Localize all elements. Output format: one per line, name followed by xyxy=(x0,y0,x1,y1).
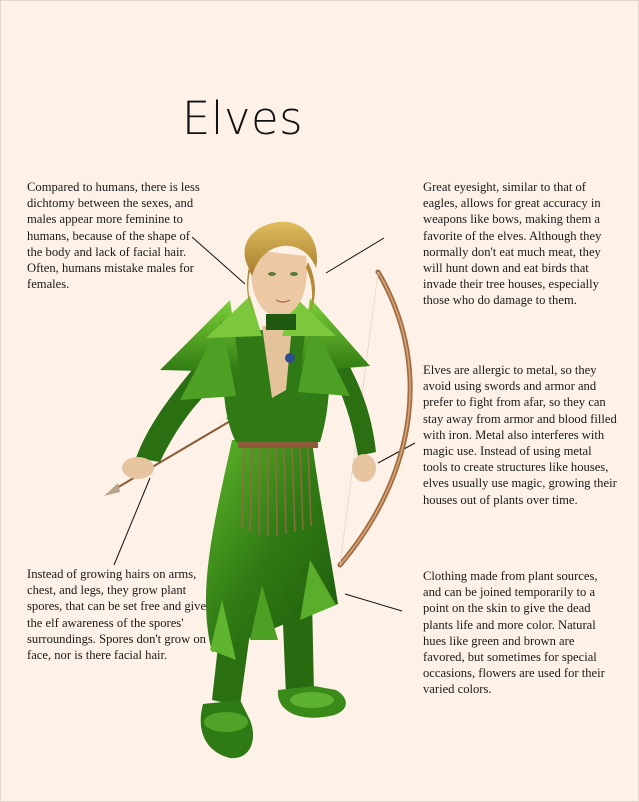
leader-line-clothing xyxy=(345,594,402,611)
note-body-dichotomy: Compared to humans, there is less dichtomy between the sexes, and males appear more feminine to humans, because of the shape of the body and lack of facial hair. Often, humans mistake males for females. xyxy=(27,180,200,292)
leader-line-metal xyxy=(378,443,415,463)
leader-line-dichotomy xyxy=(192,237,245,284)
note-metal-allergy: Elves are allergic to metal, so they avoid using swords and armor and prefer to fight from afar, so they can stay away from armor and blood filled with iron. Metal also interferes with magic use. Instead of using metal tools to create structures like houses, elves usually use magic, growing their houses out of plants over time. xyxy=(423,363,617,507)
note-plant-spores: Instead of growing hairs on arms, chest, and legs, they grow plant spores, that can be set free and give the elf awareness of the spores' surroundings. Spores don't grow on face, nor is there facial hair. xyxy=(27,567,207,663)
leader-line-eyesight xyxy=(326,238,384,273)
note-eyesight: Great eyesight, similar to that of eagles, allows for great accuracy in weapons like bows, making them a favorite of the elves. Although they normally don't eat much meat, they will hunt down and eat birds that invade their tree houses, especially those who do damage to them. xyxy=(423,180,602,308)
page-title: Elves xyxy=(181,92,304,145)
note-clothing: Clothing made from plant sources, and can be joined temporarily to a point on the skin to give the dead plants life and more color. Natural hues like green and brown are favored, but sometimes for special occasions, flowers are used for their varied colors. xyxy=(423,569,605,697)
tunic xyxy=(206,440,338,660)
